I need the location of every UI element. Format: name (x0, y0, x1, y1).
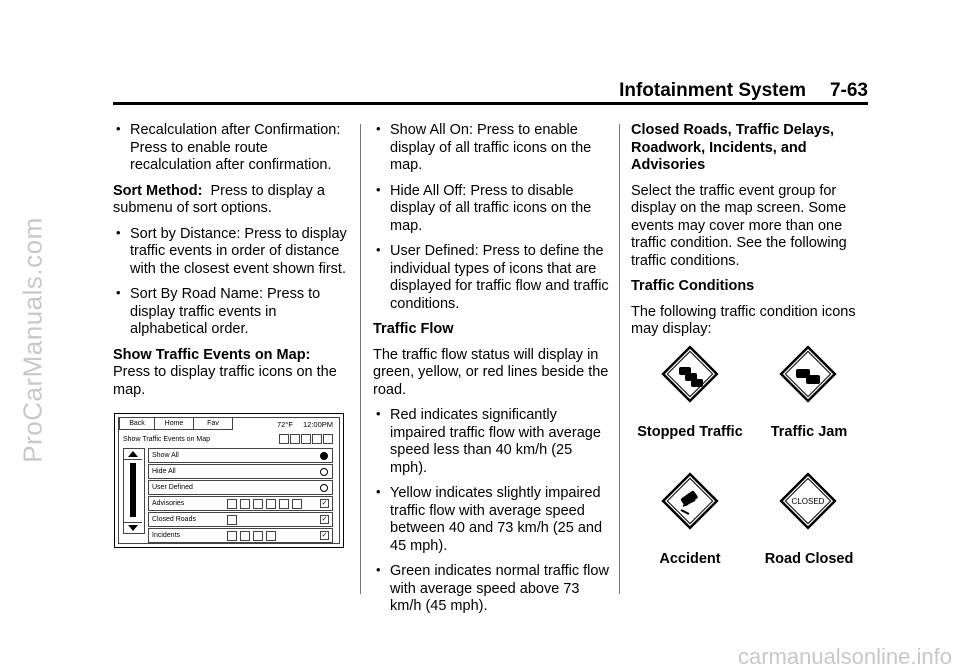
status-icon-1 (279, 434, 289, 444)
caption-stopped (630, 424, 750, 440)
show-events-paragraph (113, 347, 349, 400)
row-show-all[interactable] (148, 448, 333, 463)
show-events-text: Press to display traffic icons on the map. (113, 364, 337, 398)
caption-closed-text: Road Closed (764, 551, 854, 567)
bullet-red: • Red indicates significantly impaired traffic flow with average speed less than 40 km/h (25 mph). (373, 407, 609, 477)
option-list (148, 448, 333, 544)
road-closed-icon (777, 470, 839, 532)
scrollbar[interactable] (123, 448, 145, 534)
closed-road-icons (227, 515, 237, 525)
caption-jam (756, 424, 862, 440)
row-label: Closed Roads (152, 516, 196, 523)
sign-road-closed (768, 470, 848, 532)
fav-button[interactable]: Fav (193, 418, 233, 430)
row-label: Hide All (152, 468, 176, 475)
bullet-sort-distance: • Sort by Distance: Press to display traffic events in order of distance with the closest event shown first. (113, 226, 349, 279)
watermark-left (8, 60, 58, 620)
section-title: Infotainment System (619, 80, 806, 101)
status-icon-3 (301, 434, 311, 444)
row-label: Show All (152, 452, 179, 459)
sign-traffic-jam (768, 343, 848, 405)
bullet-sort-road: • Sort By Road Name: Press to display traffic events in alphabetical order. (113, 286, 349, 339)
traffic-conditions-text: The following traffic condition icons may display: (631, 303, 856, 337)
stopped-traffic-icon (659, 343, 721, 405)
accident-icon (659, 470, 721, 532)
status-icon-4 (312, 434, 322, 444)
screen-frame (118, 417, 340, 544)
sort-method-label: Sort Method: (113, 182, 203, 199)
checkbox-icon[interactable]: ✓ (321, 500, 328, 507)
scroll-up-icon[interactable] (124, 449, 142, 460)
bullet-show-all: • Show All On: Press to enable display of all traffic icons on the map. (373, 122, 609, 175)
traffic-jam-icon (777, 343, 839, 405)
caption-jam-text: Traffic Jam (770, 424, 848, 440)
radio-icon (320, 468, 328, 476)
row-label: Advisories (152, 500, 185, 507)
bullet-user-defined: • User Defined: Press to define the individual types of icons that are displayed for traffic flow and traffic conditions. (373, 243, 609, 313)
row-label: Incidents (152, 532, 181, 539)
row-label: User Defined (152, 484, 193, 491)
header-rule (113, 102, 868, 105)
event-groups-text: Select the traffic event group for display on the map screen. Some events may cover more than one traffic condition. See the following traffic conditions. (631, 182, 847, 269)
checkbox-icon[interactable]: ✓ (321, 532, 328, 539)
scroll-down-icon[interactable] (124, 522, 142, 533)
column-2 (373, 122, 609, 624)
home-button[interactable]: Home (154, 418, 194, 430)
checkbox-icon[interactable]: ✓ (321, 516, 328, 523)
back-button[interactable]: Back (119, 418, 155, 430)
bullet-recalculation: • Recalculation after Confirmation: Press to enable route recalculation after confirmation. (113, 122, 349, 175)
row-advisories[interactable] (148, 496, 333, 511)
status-icon-5 (323, 434, 333, 444)
caption-accident (630, 551, 750, 567)
sort-method-text: Press to display a submenu of sort options. (113, 182, 325, 216)
radio-selected-icon (320, 452, 328, 460)
column-1 (113, 122, 349, 407)
clock: 12:00PM (303, 420, 334, 429)
event-groups-heading: Closed Roads, Traffic Delays, Roadwork, Incidents, and Advisories (631, 122, 835, 173)
show-events-label: Show Traffic Events on Map: (113, 346, 311, 363)
watermark-bottom: carmanualsonline.info (737, 644, 952, 669)
traffic-flow-heading: Traffic Flow (373, 321, 454, 337)
row-user-defined[interactable] (148, 480, 333, 495)
caption-accident-text: Accident (659, 551, 721, 567)
status-icons (279, 434, 333, 444)
page-header (113, 80, 868, 102)
bullet-green: • Green indicates normal traffic flow with average speed above 73 km/h (45 mph). (373, 563, 609, 616)
bullet-yellow: • Yellow indicates slightly impaired traffic flow with average speed between 40 and 73 km/h (25 and 45 mph). (373, 485, 609, 555)
sign-accident (650, 470, 730, 532)
screen-subtitle: Show Traffic Events on Map (123, 436, 211, 443)
page-number: 7-63 (829, 80, 868, 101)
scroll-thumb[interactable] (130, 463, 136, 517)
column-3 (631, 122, 869, 347)
infotainment-screen-illustration (114, 413, 344, 548)
incident-icons (227, 531, 276, 541)
bullet-hide-all: • Hide All Off: Press to disable display of all traffic icons on the map. (373, 183, 609, 236)
radio-icon (320, 484, 328, 492)
advisory-icons (227, 499, 302, 509)
column-divider-1 (360, 124, 361, 594)
row-hide-all[interactable] (148, 464, 333, 479)
row-closed-roads[interactable] (148, 512, 333, 527)
sort-method-paragraph (113, 183, 349, 218)
column-divider-2 (619, 124, 620, 594)
caption-closed (756, 551, 862, 567)
traffic-conditions-heading: Traffic Conditions (631, 278, 755, 294)
temperature: 72°F (277, 420, 293, 429)
traffic-flow-text: The traffic flow status will display in green, yellow, or red lines beside the road. (373, 346, 609, 398)
caption-stopped-text: Stopped Traffic (637, 424, 743, 440)
row-incidents[interactable] (148, 528, 333, 543)
sign-stopped-traffic (650, 343, 730, 405)
closed-sign-text: CLOSED (791, 497, 825, 506)
status-icon-2 (290, 434, 300, 444)
watermark-left-text: ProCarManuals.com (17, 217, 48, 463)
